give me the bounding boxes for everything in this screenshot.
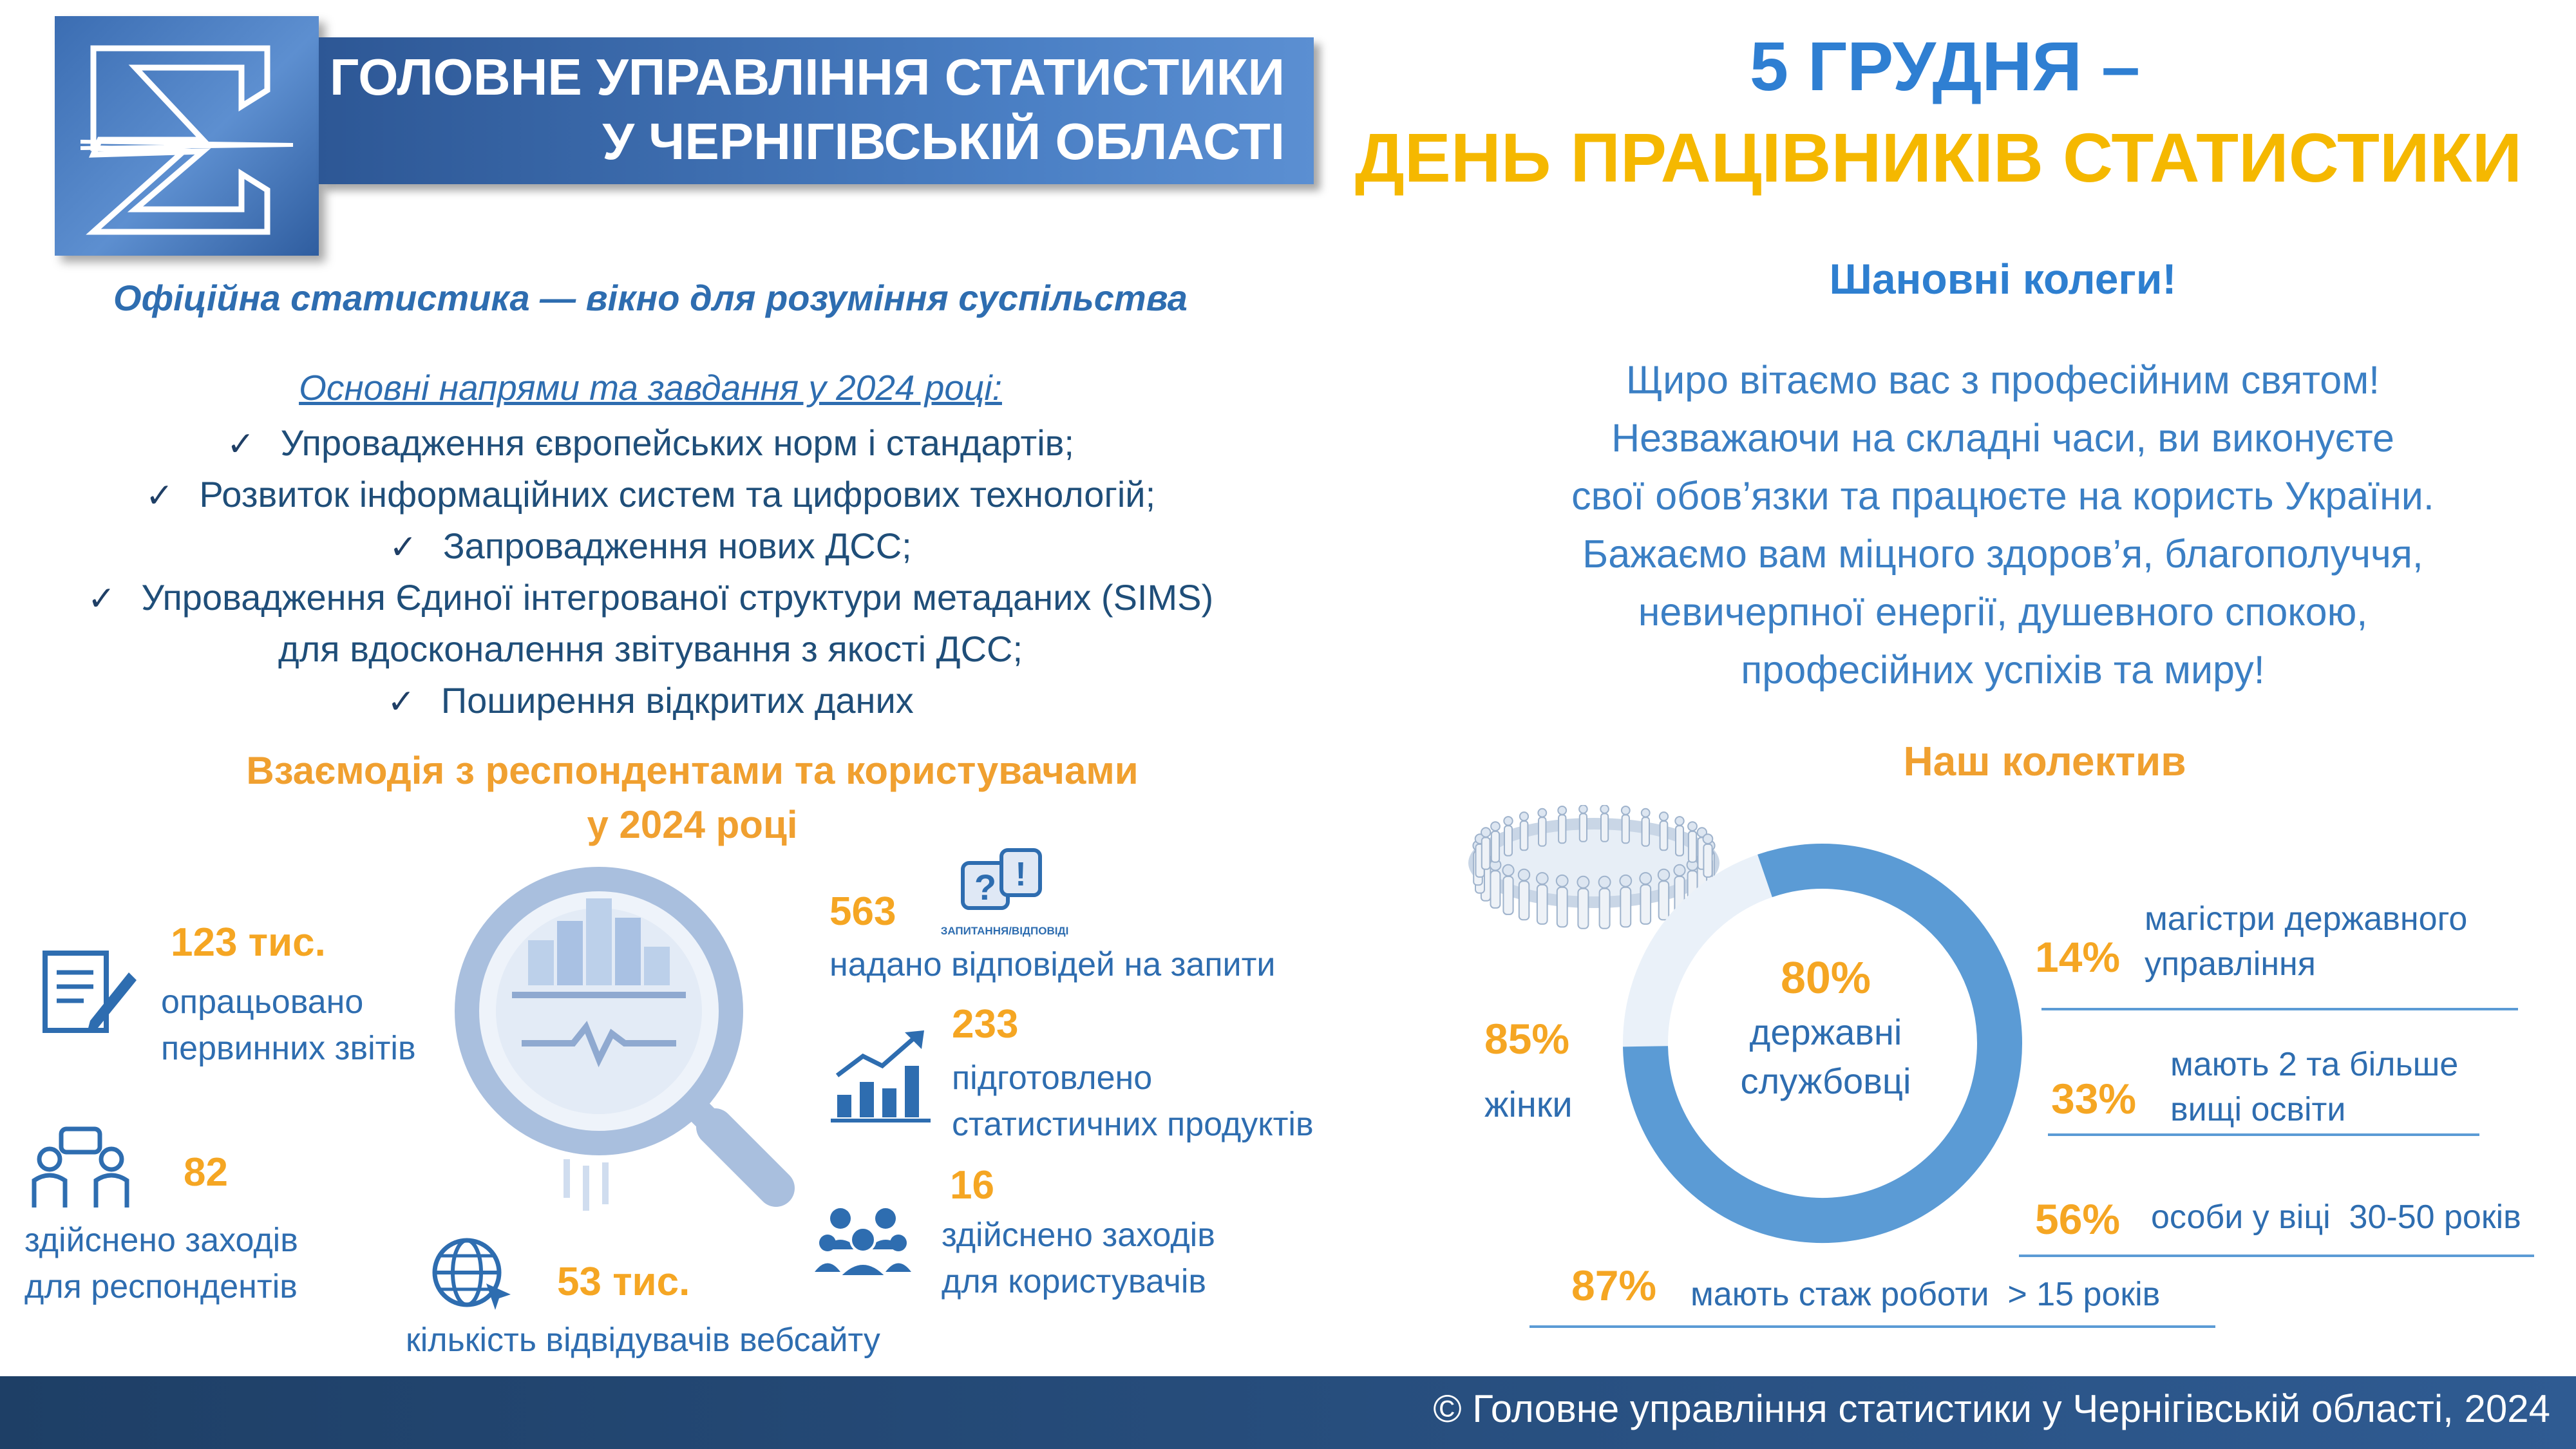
greeting-line: свої обов’язки та працюєте на користь України. [1571,474,2434,518]
stat-label-website-visitors: кількість відвідувачів вебсайту [406,1321,880,1359]
crowd-person-head [1519,869,1530,880]
stat-label-line: статистичних продуктів [952,1106,1314,1143]
direction-text: Упровадження Єдиної інтегрованої структури метаданих (SIMS) [141,577,1214,618]
stat-value-reports: 123 тис. [171,920,326,965]
sigma-logo-icon [55,16,319,256]
stat-label-line: підготовлено [952,1059,1153,1097]
fact-divider [2041,1008,2518,1010]
stat-value-answered-requests: 563 [829,889,896,934]
stat-label-line: для респондентів [24,1268,298,1305]
direction-item [39,675,1262,728]
fact-label-line: вищі освіти [2170,1091,2346,1128]
crowd-person-head [1491,822,1500,831]
growth-chart-icon [828,1027,934,1124]
svg-text:!: ! [1015,856,1027,893]
civil-servants-label-line1: державні [1749,1012,1902,1052]
stat-label-reports [161,979,416,1072]
crowd-person-body [1539,817,1546,846]
stat-label-line: для користувачів [942,1263,1206,1300]
direction-item-continuation [39,623,1262,675]
greeting-line: невичерпної енергії, душевного спокою, [1638,590,2368,634]
crowd-person-head [1599,876,1611,888]
crowd-person-head [1520,812,1528,820]
stat-label-respondent-events [24,1217,298,1310]
motto: Офіційна статистика — вікно для розуміння суспільства [113,278,1188,318]
organization-name-line2: У ЧЕРНІГІВСЬКІЙ ОБЛАСТІ [602,113,1285,170]
copyright-text: © Головне управління статистики у Чернігівській області, 2024 [1433,1387,2550,1430]
greeting-line: Щиро вітаємо вас з професійним святом! [1625,358,2380,402]
direction-item [39,572,1262,625]
fact-divider [2048,1133,2479,1136]
crowd-person-body [1520,821,1528,850]
crowd-person-body [1601,813,1608,841]
footer-bar [0,1376,2576,1449]
team-title: Наш колектив [1903,738,2186,784]
direction-text: для вдосконалення звітування з якості ДСС; [278,629,1023,669]
civil-servants-percent: 80% [1780,952,1871,1003]
users-group-icon [815,1204,911,1278]
direction-item [39,417,1262,470]
crowd-person-head [1481,828,1490,837]
greeting-line: Незважаючи на складні часи, ви виконуєте [1611,416,2394,460]
fact-label-experience: мають стаж роботи > 15 років [1690,1276,2161,1313]
magnifier-chart-icon [451,863,811,1224]
checkmark-icon: ✓ [145,477,174,515]
fact-label-line: управління [2145,945,2316,983]
crowd-person-body [1491,871,1501,908]
civil-servants-label-line2: службовці [1740,1061,1911,1101]
crowd-person-head [1579,805,1587,813]
meeting-people-icon [29,1124,132,1211]
women-percent: 85% [1484,1015,1570,1063]
checkmark-icon: ✓ [389,529,417,566]
greeting-line: Бажаємо вам міцного здоров’я, благополуччя, [1582,532,2423,576]
stat-value-respondent-events: 82 [184,1150,228,1195]
fact-label-line: мають 2 та більше [2170,1046,2459,1083]
crowd-person-body [1580,813,1587,841]
fact-percent-two-degrees: 33% [2051,1075,2137,1122]
crowd-person-head [1558,806,1566,815]
stat-label-user-events [942,1212,1215,1305]
direction-item [39,520,1262,573]
interaction-title [39,744,1346,852]
direction-text: Розвиток інформаційних систем та цифрових технологій; [199,474,1156,515]
holiday-name-title: ДЕНЬ ПРАЦІВНИКІВ СТАТИСТИКИ [1354,118,2523,196]
checkmark-icon: ✓ [387,683,415,721]
direction-text: Упровадження європейських норм і стандартів; [280,422,1074,463]
fact-percent-experience: 87% [1571,1262,1657,1309]
crowd-person-head [1557,875,1568,887]
crowd-person-head [1660,812,1668,820]
organization-banner [319,37,1314,184]
crowd-person-body [1504,826,1512,855]
fact-label-line: магістри державного [2145,900,2468,938]
direction-item [39,469,1262,522]
fact-percent-age: 56% [2035,1195,2121,1243]
stat-label-answered-requests: надано відповідей на запити [829,946,1276,983]
crowd-person-body [1557,887,1567,927]
stat-label-line: опрацьовано [161,983,364,1021]
crowd-person-head [1537,873,1548,884]
report-edit-icon [39,947,142,1037]
crowd-person-head [1688,822,1697,831]
civil-servants-center [1719,952,1932,1104]
stat-value-user-events: 16 [950,1163,994,1208]
fact-divider [2019,1255,2534,1257]
fact-label-two-degrees [2170,1042,2458,1132]
direction-text: Запровадження нових ДСС; [442,526,912,566]
stat-label-line: первинних звітів [161,1030,416,1067]
crowd-person-body [1558,815,1566,843]
questions-answers-caption: ЗАПИТАННЯ/ВІДПОВІДІ [940,925,1069,937]
checkmark-icon: ✓ [227,426,255,463]
crowd-person-head [1675,817,1683,825]
fact-label-masters [2145,896,2467,987]
crowd-person-head [1577,876,1589,888]
holiday-date-title: 5 ГРУДНЯ – [1749,27,2141,105]
crowd-person-head [1642,809,1650,817]
crowd-person-body [1482,838,1490,869]
globe-cursor-icon [428,1235,515,1312]
stat-value-website-visitors: 53 тис. [557,1260,690,1304]
crowd-person-head [1502,865,1513,876]
stat-label-line: здійснено заходів [942,1217,1215,1254]
crowd-person-head [1504,817,1512,825]
crowd-person-head [1600,805,1609,813]
svg-text:?: ? [974,867,997,907]
crowd-person-body [1578,889,1588,929]
women-label: жінки [1484,1084,1573,1124]
questions-answers-icon [960,847,1050,931]
crowd-person-body [1600,889,1610,929]
stat-value-products: 233 [952,1002,1019,1046]
fact-percent-masters: 14% [2035,933,2121,981]
stat-label-products [952,1055,1314,1148]
fact-divider [1530,1325,2215,1328]
greeting-line: професійних успіхів та миру! [1741,648,2265,692]
crowd-person-head [1538,809,1546,817]
directions-title: Основні напрями та завдання у 2024 році: [299,368,1002,408]
greeting-title: Шановні колеги! [1829,255,2177,303]
crowd-person-body [1537,885,1548,924]
stat-label-line: здійснено заходів [24,1222,298,1259]
crowd-person-head [1622,806,1630,815]
direction-text: Поширення відкритих даних [440,680,914,721]
organization-name-line1: ГОЛОВНЕ УПРАВЛІННЯ СТАТИСТИКИ [329,48,1285,106]
fact-label-age: особи у віці 30-50 років [2151,1198,2521,1236]
checkmark-icon: ✓ [87,580,116,618]
interaction-title-line1: Взаємодія з респондентами та користувачами [246,749,1139,792]
crowd-person-body [1492,831,1499,862]
logo [55,16,319,256]
crowd-person-body [1503,876,1513,914]
interaction-title-line2: у 2024 році [587,803,798,846]
crowd-person-body [1519,881,1530,920]
